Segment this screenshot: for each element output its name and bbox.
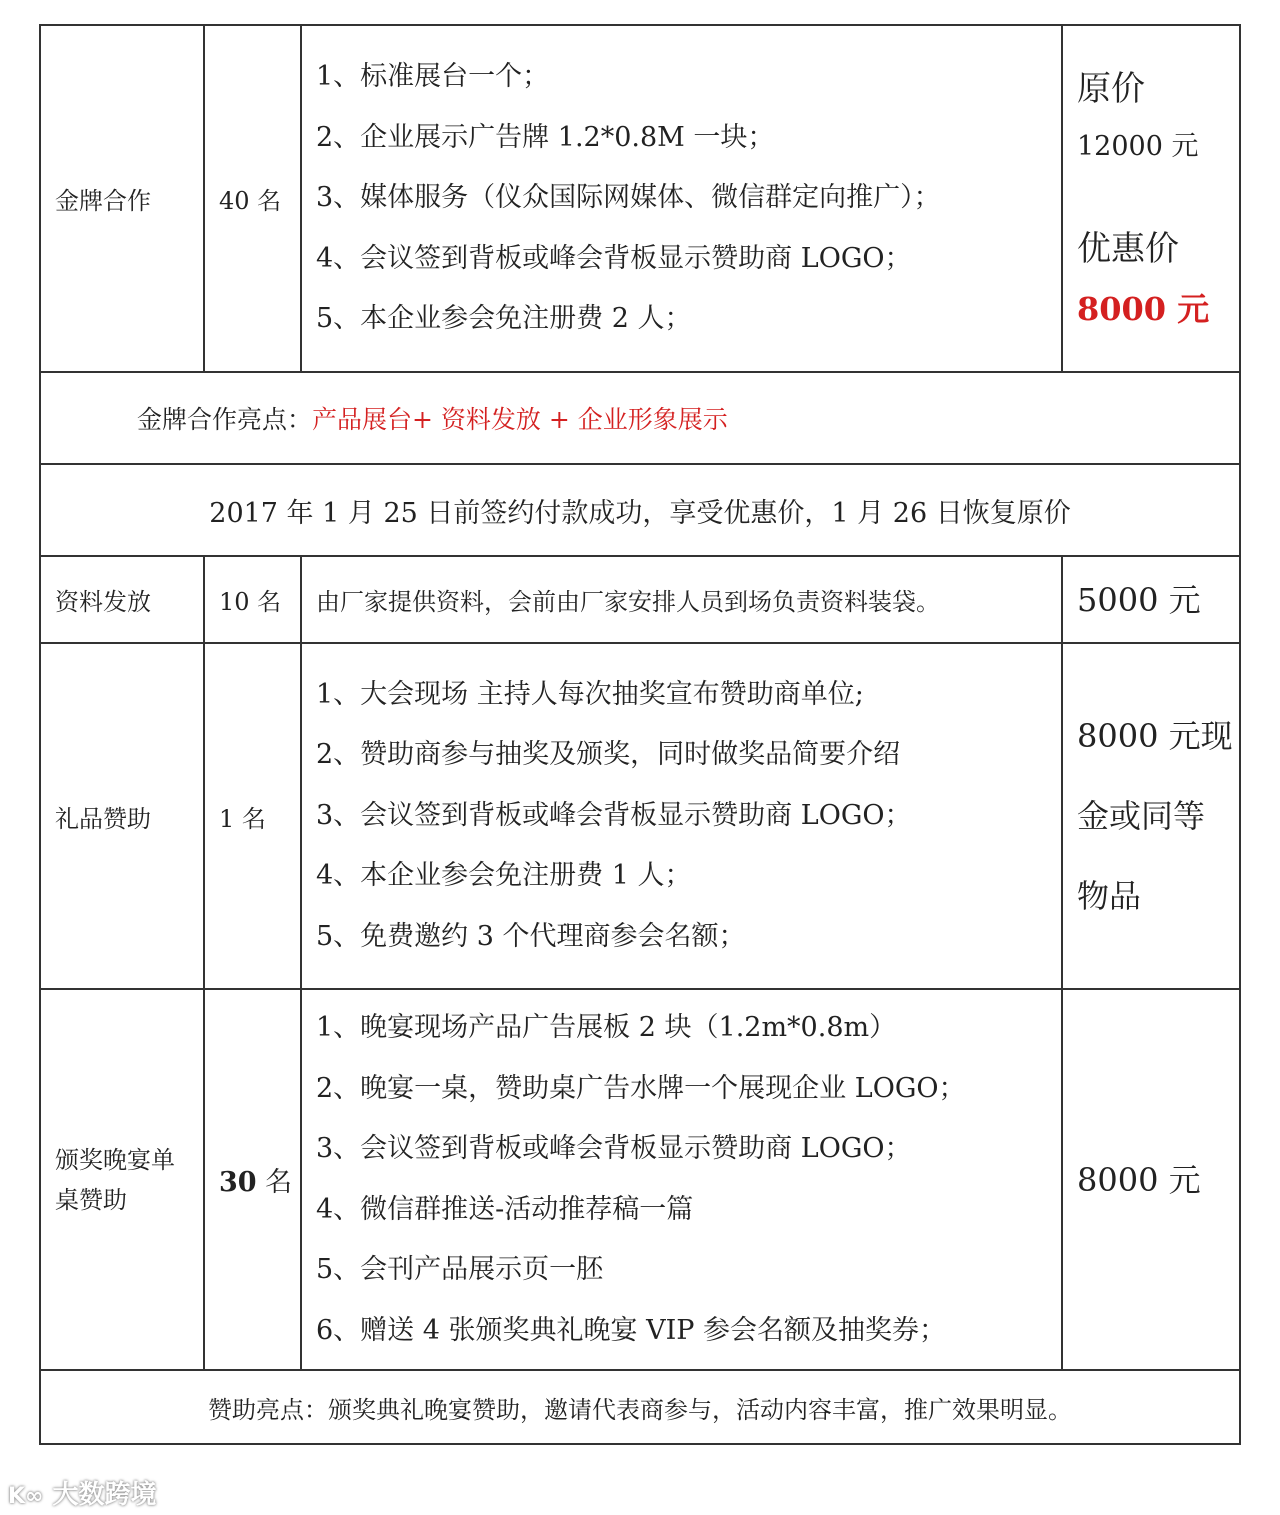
list-item: 3、会议签到背板或峰会背板显示赞助商 LOGO；	[316, 799, 912, 831]
list-item: 1、大会现场 主持人每次抽奖宣布赞助商单位;	[316, 678, 864, 710]
gold-items	[301, 25, 1062, 372]
gift-count: 1 名	[204, 643, 301, 989]
list-item: 2、晚宴一桌，赞助桌广告水牌一个展现企业 LOGO；	[316, 1072, 966, 1104]
highlight-value: 产品展台+ 资料发放 + 企业形象展示	[312, 405, 728, 434]
price-line: 金或同等	[1077, 797, 1206, 835]
deadline-note: 2017 年 1 月 25 日前签约付款成功，享受优惠价，1 月 26 日恢复原价	[40, 464, 1240, 556]
discount-price-label: 优惠价	[1077, 228, 1179, 269]
gold-highlight	[40, 372, 1240, 464]
logo-icon: K∞	[8, 1484, 44, 1509]
count-unit: 名	[256, 1167, 293, 1198]
watermark-text: 大数跨境	[52, 1480, 157, 1510]
list-item: 3、会议签到背板或峰会背板显示赞助商 LOGO；	[316, 1133, 912, 1164]
list-item: 4、会议签到背板或峰会背板显示赞助商 LOGO；	[316, 242, 912, 274]
list-item: 6、赠送 4 张颁奖典礼晚宴 VIP 参会名额及抽奖券；	[316, 1314, 947, 1346]
row-banquet	[40, 989, 1240, 1370]
name-line: 颁奖晚宴单	[55, 1145, 175, 1174]
watermark-logo	[8, 1474, 156, 1511]
banquet-price: 8000 元	[1062, 989, 1240, 1370]
row-banquet-highlight	[40, 1370, 1240, 1444]
list-item: 1、标准展台一个；	[316, 61, 550, 93]
list-item: 5、免费邀约 3 个代理商参会名额；	[316, 920, 746, 952]
row-gold	[40, 25, 1240, 372]
list-item: 5、本企业参会免注册费 2 人；	[316, 303, 692, 335]
banquet-count	[204, 989, 301, 1370]
materials-name: 资料发放	[40, 556, 204, 643]
highlight-label: 金牌合作亮点：	[137, 405, 313, 434]
list-item: 4、本企业参会免注册费 1 人；	[316, 860, 692, 892]
list-item: 1、晚宴现场产品广告展板 2 块（1.2m*0.8m）	[316, 1012, 897, 1043]
gold-price	[1062, 25, 1240, 372]
count-number: 30	[219, 1167, 257, 1198]
row-deadline	[40, 464, 1240, 556]
gift-name: 礼品赞助	[40, 643, 204, 989]
materials-description: 由厂家提供资料，会前由厂家安排人员到场负责资料装袋。	[301, 556, 1062, 643]
banquet-name	[40, 989, 204, 1370]
price-line: 8000 元现	[1077, 717, 1233, 755]
original-price: 12000 元	[1077, 130, 1199, 162]
gift-price	[1062, 643, 1240, 989]
banquet-items	[301, 989, 1062, 1370]
gold-name: 金牌合作	[40, 25, 204, 372]
list-item: 4、微信群推送-活动推荐稿一篇	[316, 1193, 694, 1225]
list-item: 5、会刊产品展示页一胚	[316, 1254, 604, 1285]
row-materials	[40, 556, 1240, 643]
gold-count: 40 名	[204, 25, 301, 372]
materials-count: 10 名	[204, 556, 301, 643]
materials-price: 5000 元	[1062, 556, 1240, 643]
banquet-highlight: 赞助亮点：颁奖典礼晚宴赞助，邀请代表商参与，活动内容丰富，推广效果明显。	[40, 1370, 1240, 1444]
list-item: 2、企业展示广告牌 1.2*0.8M 一块；	[316, 121, 775, 153]
original-price-label: 原价	[1077, 68, 1145, 109]
row-gold-highlight	[40, 372, 1240, 464]
gift-items	[301, 643, 1062, 989]
row-gift	[40, 643, 1240, 989]
list-item: 2、赞助商参与抽奖及颁奖，同时做奖品简要介绍	[316, 739, 901, 771]
price-line: 物品	[1077, 877, 1142, 915]
list-item: 3、媒体服务（仪众国际网媒体、微信群定向推广）；	[316, 182, 941, 214]
sponsorship-table	[39, 24, 1241, 1445]
name-line: 桌赞助	[55, 1185, 127, 1214]
discount-price: 8000 元	[1077, 289, 1210, 328]
